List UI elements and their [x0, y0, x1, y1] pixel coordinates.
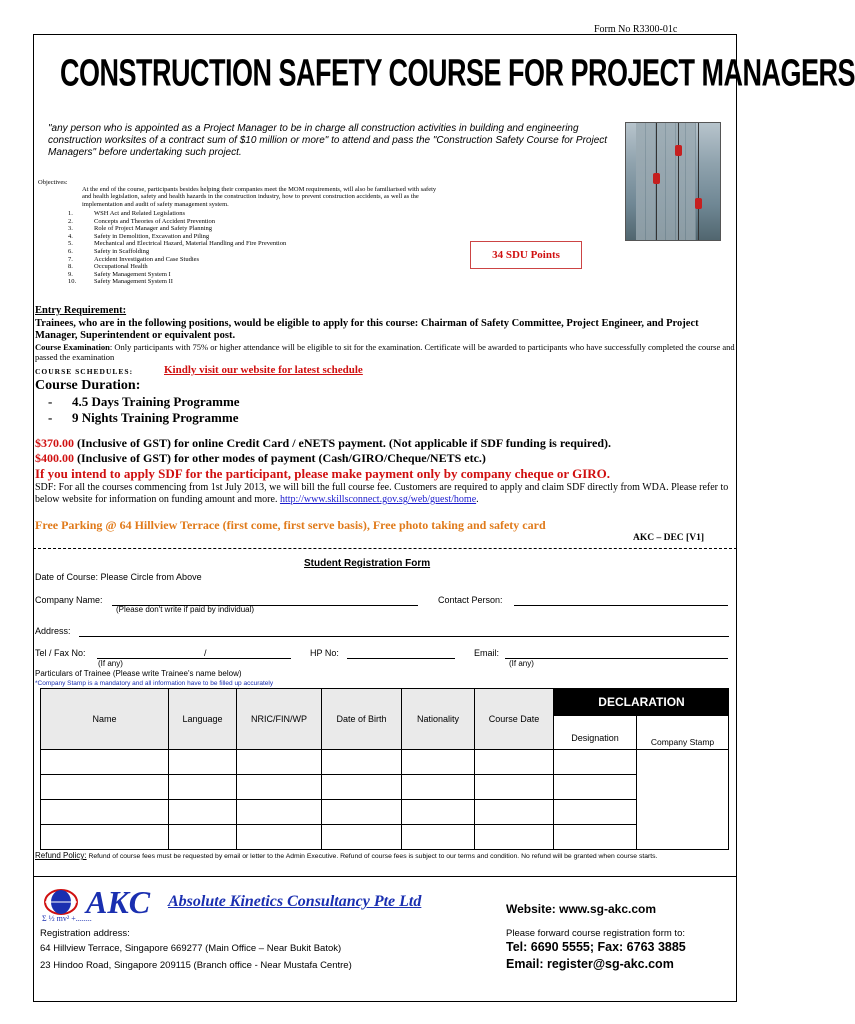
objectives-intro: At the end of the course, participants besides helping their companies meet the MOM requirements, will also be familiarised with safety and health legislation, safety and health hazards in the construction industry, how to prevent construction accidents, as well as the implementation and audit of safety management system. — [82, 186, 437, 208]
course-schedules-label: COURSE SCHEDULES: — [35, 367, 134, 376]
table-cell[interactable] — [41, 750, 169, 775]
entry-requirement-heading: Entry Requirement: — [35, 305, 127, 316]
free-parking-note: Free Parking @ 64 Hillview Terrace (first come, first serve basis), Free photo taking and safety card — [35, 518, 546, 532]
table-cell[interactable] — [169, 775, 237, 800]
skillsconnect-link[interactable]: http://www.skillsconnect.gov.sg/web/guest/home — [279, 494, 477, 505]
column-header: Designation — [554, 689, 637, 750]
registration-address-label: Registration address: — [40, 928, 130, 939]
address-label: Address: — [35, 626, 71, 636]
company-name-label: Company Name: — [35, 595, 103, 605]
company-stamp-cell[interactable] — [637, 750, 729, 850]
table-cell[interactable] — [402, 800, 475, 825]
table-cell[interactable] — [322, 800, 402, 825]
table-cell[interactable] — [475, 825, 554, 850]
table-row — [41, 825, 729, 850]
registration-form-title: Student Registration Form — [304, 558, 431, 569]
list-item: 2. Concepts and Theories of Accident Prevention — [68, 217, 216, 225]
hp-no-field[interactable] — [347, 657, 455, 659]
table-cell[interactable] — [41, 775, 169, 800]
stamp-note: *Company Stamp is a mandatory and all information have to be filled up accurately — [35, 680, 274, 687]
table-cell[interactable] — [237, 775, 322, 800]
table-cell[interactable] — [554, 750, 637, 775]
list-item: 6. Safety in Scaffolding — [68, 247, 150, 255]
list-item: 1. WSH Act and Related Legislations — [68, 210, 185, 217]
table-cell[interactable] — [169, 750, 237, 775]
table-cell[interactable] — [475, 750, 554, 775]
price-online: $370.00 (Inclusive of GST) for online Credit Card / eNETS payment. (Not applicable if SDF funding is required). — [35, 436, 612, 450]
table-cell[interactable] — [554, 825, 637, 850]
akc-code: AKC – DEC [V1] — [633, 533, 704, 543]
tel-fax-slash: / — [204, 648, 207, 658]
tel-if-any: (If any) — [98, 659, 123, 668]
branch-office-address: 23 Hindoo Road, Singapore 209115 (Branch office - Near Mustafa Centre) — [40, 960, 352, 971]
table-cell[interactable] — [237, 750, 322, 775]
email-if-any: (If any) — [509, 659, 534, 668]
list-item: 7. Accident Investigation and Case Studies — [68, 255, 200, 263]
sdu-points-badge: 34 SDU Points — [470, 241, 582, 269]
company-name: Absolute Kinetics Consultancy Pte Ltd — [168, 893, 422, 910]
main-office-address: 64 Hillview Terrace, Singapore 669277 (Main Office – Near Bukit Batok) — [40, 943, 342, 954]
table-row — [41, 750, 729, 775]
declaration-header: DECLARATION — [554, 689, 729, 716]
company-name-note: (Please don't write if paid by individual) — [116, 605, 255, 614]
table-cell[interactable] — [169, 825, 237, 850]
table-cell[interactable] — [475, 775, 554, 800]
logo-formula: Σ ½ mv² +........ — [42, 914, 92, 923]
date-of-course-label: Date of Course: Please Circle from Above — [35, 572, 202, 582]
column-header: Company Stamp — [637, 689, 729, 750]
table-cell[interactable] — [322, 775, 402, 800]
table-cell[interactable] — [554, 775, 637, 800]
table-cell[interactable] — [322, 750, 402, 775]
table-row — [41, 775, 729, 800]
table-cell[interactable] — [41, 825, 169, 850]
column-header: Language — [169, 689, 237, 750]
duration-item: - 4.5 Days Training Programme — [48, 394, 240, 409]
table-cell[interactable] — [322, 825, 402, 850]
sdf-warning: If you intend to apply SDF for the participant, please make payment only by company cheque or GIRO. — [35, 466, 611, 481]
objectives-list — [68, 210, 286, 286]
list-item: 9. Safety Management System I — [68, 270, 171, 278]
cut-line — [33, 548, 737, 549]
list-item: 4. Safety in Demolition, Excavation and Piling — [68, 232, 210, 240]
address-field[interactable] — [79, 635, 729, 637]
table-cell[interactable] — [169, 800, 237, 825]
email-field[interactable] — [505, 657, 728, 659]
contact-person-field[interactable] — [514, 604, 728, 606]
form-number: Form No R3300-01c — [594, 24, 678, 35]
price-other: $400.00 (Inclusive of GST) for other modes of payment (Cash/GIRO/Cheque/NETS etc.) — [35, 451, 486, 465]
schedule-link[interactable]: Kindly visit our website for latest schedule — [164, 364, 363, 376]
column-header: Nationality — [402, 689, 475, 750]
list-item: 8. Occupational Health — [68, 263, 148, 271]
column-header: Course Date — [475, 689, 554, 750]
contact-email: Email: register@sg-akc.com — [506, 957, 674, 971]
duration-item: - 9 Nights Training Programme — [48, 410, 239, 425]
akc-globe-logo — [42, 884, 84, 918]
course-duration-heading: Course Duration: — [35, 378, 141, 393]
hp-no-label: HP No: — [310, 648, 339, 658]
requirement-quote: "any person who is appointed as a Project Manager to be in charge all construction activities in building and engineering construction worksites of a contract sum of $10 million or more" to attend and pass the "Construction Safety Course for Project Managers" before undertaking such project. — [48, 123, 608, 158]
rope-access-photo — [625, 122, 721, 241]
entry-requirement-text: Trainees, who are in the following positions, would be eligible to apply for this course: Chairman of Safety Committee, Project Engineer, and Project Manager, Superintendent or equivalent post. — [35, 318, 699, 341]
website: Website: www.sg-akc.com — [506, 902, 657, 916]
particulars-label: Particulars of Trainee (Please write Trainee's name below) — [35, 669, 242, 678]
table-cell[interactable] — [554, 800, 637, 825]
refund-policy: Refund Policy: Refund of course fees must be requested by email or letter to the Admin Executive. Refund of course fees is subject to our terms and condition. No refund will be granted when course starts. — [35, 851, 658, 860]
tel-fax-field[interactable] — [97, 657, 291, 659]
table-cell[interactable] — [237, 825, 322, 850]
objectives-label: Objectives: — [38, 179, 68, 186]
contact-person-label: Contact Person: — [438, 595, 503, 605]
table-cell[interactable] — [402, 825, 475, 850]
column-header: Name — [41, 689, 169, 750]
list-item: 5. Mechanical and Electrical Hazard, Material Handling and Fire Prevention — [68, 240, 287, 248]
table-row — [41, 800, 729, 825]
tel-fax-label: Tel / Fax No: — [35, 648, 86, 658]
table-cell[interactable] — [402, 750, 475, 775]
list-item: 10. Safety Management System II — [68, 278, 173, 286]
table-cell[interactable] — [475, 800, 554, 825]
column-header: NRIC/FIN/WP — [237, 689, 322, 750]
forward-note: Please forward course registration form to: — [506, 928, 685, 939]
table-cell[interactable] — [41, 800, 169, 825]
table-cell[interactable] — [237, 800, 322, 825]
tel-fax: Tel: 6690 5555; Fax: 6763 3885 — [506, 940, 686, 954]
list-item: 3. Role of Project Manager and Safety Planning — [68, 225, 213, 233]
email-label: Email: — [474, 648, 500, 658]
table-cell[interactable] — [402, 775, 475, 800]
akc-logo-text: AKC — [86, 884, 151, 920]
sdf-note: SDF: For all the courses commencing from 1st July 2013, we will bill the full course fee. Customers are required to apply and claim SDF directly from WDA. Please refer to below website for information on funding amount and more. http://www.skillsconnect.gov.sg/web/guest/home. — [35, 482, 729, 505]
course-examination: Course Examination: Only participants with 75% or higher attendance will be eligible to sit for the examination. Certificate will be awarded to participants who have successfully completed the course and passed the examination — [35, 342, 735, 362]
page-title: CONSTRUCTION SAFETY COURSE FOR PROJECT MANAGERS — [60, 52, 855, 94]
column-header: Date of Birth — [322, 689, 402, 750]
